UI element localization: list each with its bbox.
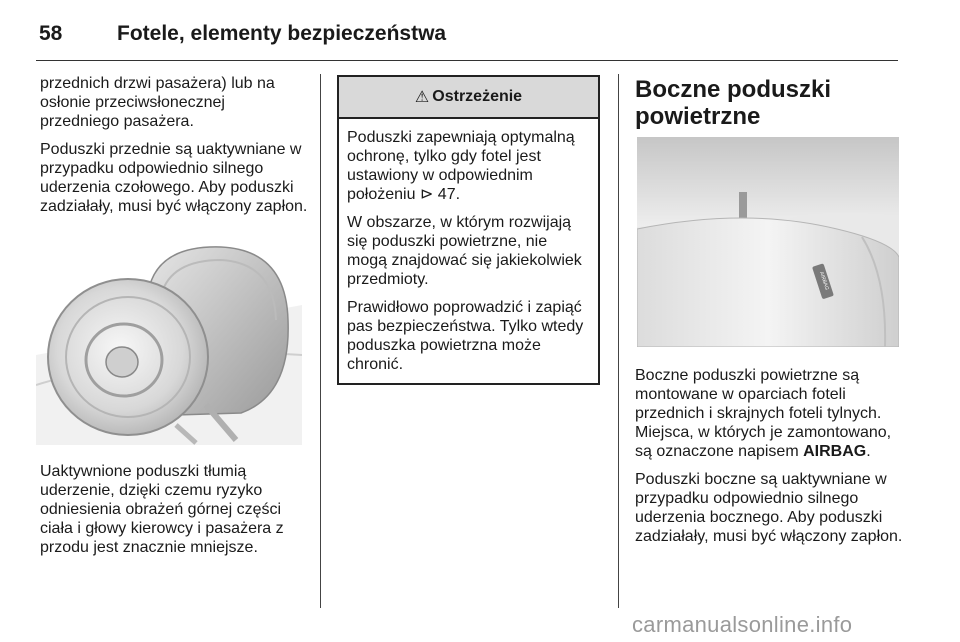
warning-paragraph-3: Prawidłowo poprowadzić i zapiąć pas bezpieczeństwa. Tylko wtedy poduszka powietrzna może chronić. [347,299,584,373]
section-heading: Boczne poduszki powietrzne [635,76,832,130]
page-reference-arrow-icon: ⊳ [419,186,434,203]
page-reference-link[interactable]: 47. [433,186,461,203]
paragraph-1: przednich drzwi pasażera) lub na osłonie przeciwsłonecznej przedniego pasażera. [40,75,275,130]
warning-box [337,75,600,385]
column-right-text [635,366,907,555]
column-left [40,74,308,225]
column-left-bottom [40,462,310,557]
paragraph-2: Poduszki przednie są uaktywniane w przypadku odpowiednio silnego uderzenia czołowego. Aby poduszki zadziałały, musi być włączony zapłon. [40,141,308,215]
warning-paragraph-2: W obszarze, w którym rozwijają się poduszki powietrzne, nie mogą znajdować się jakiekolwiek przedmioty. [347,214,582,288]
chapter-title: Fotele, elementy bezpieczeństwa [117,22,447,45]
header-rule [36,60,898,61]
paragraph-4-end: . [866,443,871,460]
page-number: 58 [39,22,63,45]
warning-title: Ostrzeżenie [432,88,523,105]
warning-paragraph-1 [347,128,588,204]
watermark: carmanualsonline.info [632,612,853,637]
paragraph-5: Poduszki boczne są uaktywniane w przypadku odpowiednio silnego uderzenia bocznego. Aby poduszki zadziałały, musi być włączony zapłon. [635,471,903,545]
warning-header [339,77,598,119]
column-divider-2 [618,74,619,608]
warning-triangle-icon: ⚠ [414,89,430,106]
column-divider-1 [320,74,321,608]
warning-p1-ref-prefix: położeniu [347,186,420,203]
warning-body [339,119,598,383]
paragraph-4-text: Boczne poduszki powietrzne są montowane w oparciach foteli przednich i skrajnych foteli tylnych. Miejsca, w których je zamontowano, są oznaczone napisem [635,367,892,460]
seat-airbag-illustration [637,137,899,347]
airbag-label: AIRBAG [803,443,867,460]
seat-airbag-label: AIRBAG [818,271,830,291]
warning-p1-text: Poduszki zapewniają optymalną ochronę, tylko gdy fotel jest ustawiony w odpowiednim [347,129,575,184]
paragraph-3: Uaktywnione poduszki tłumią uderzenie, dzięki czemu ryzyko odniesienia obrażeń górnej części ciała i głowy kierowcy i pasażera z przodu jest znacznie mniejsze. [40,463,284,556]
front-airbag-illustration [36,235,302,445]
page-header [39,14,446,54]
paragraph-4 [635,366,907,461]
